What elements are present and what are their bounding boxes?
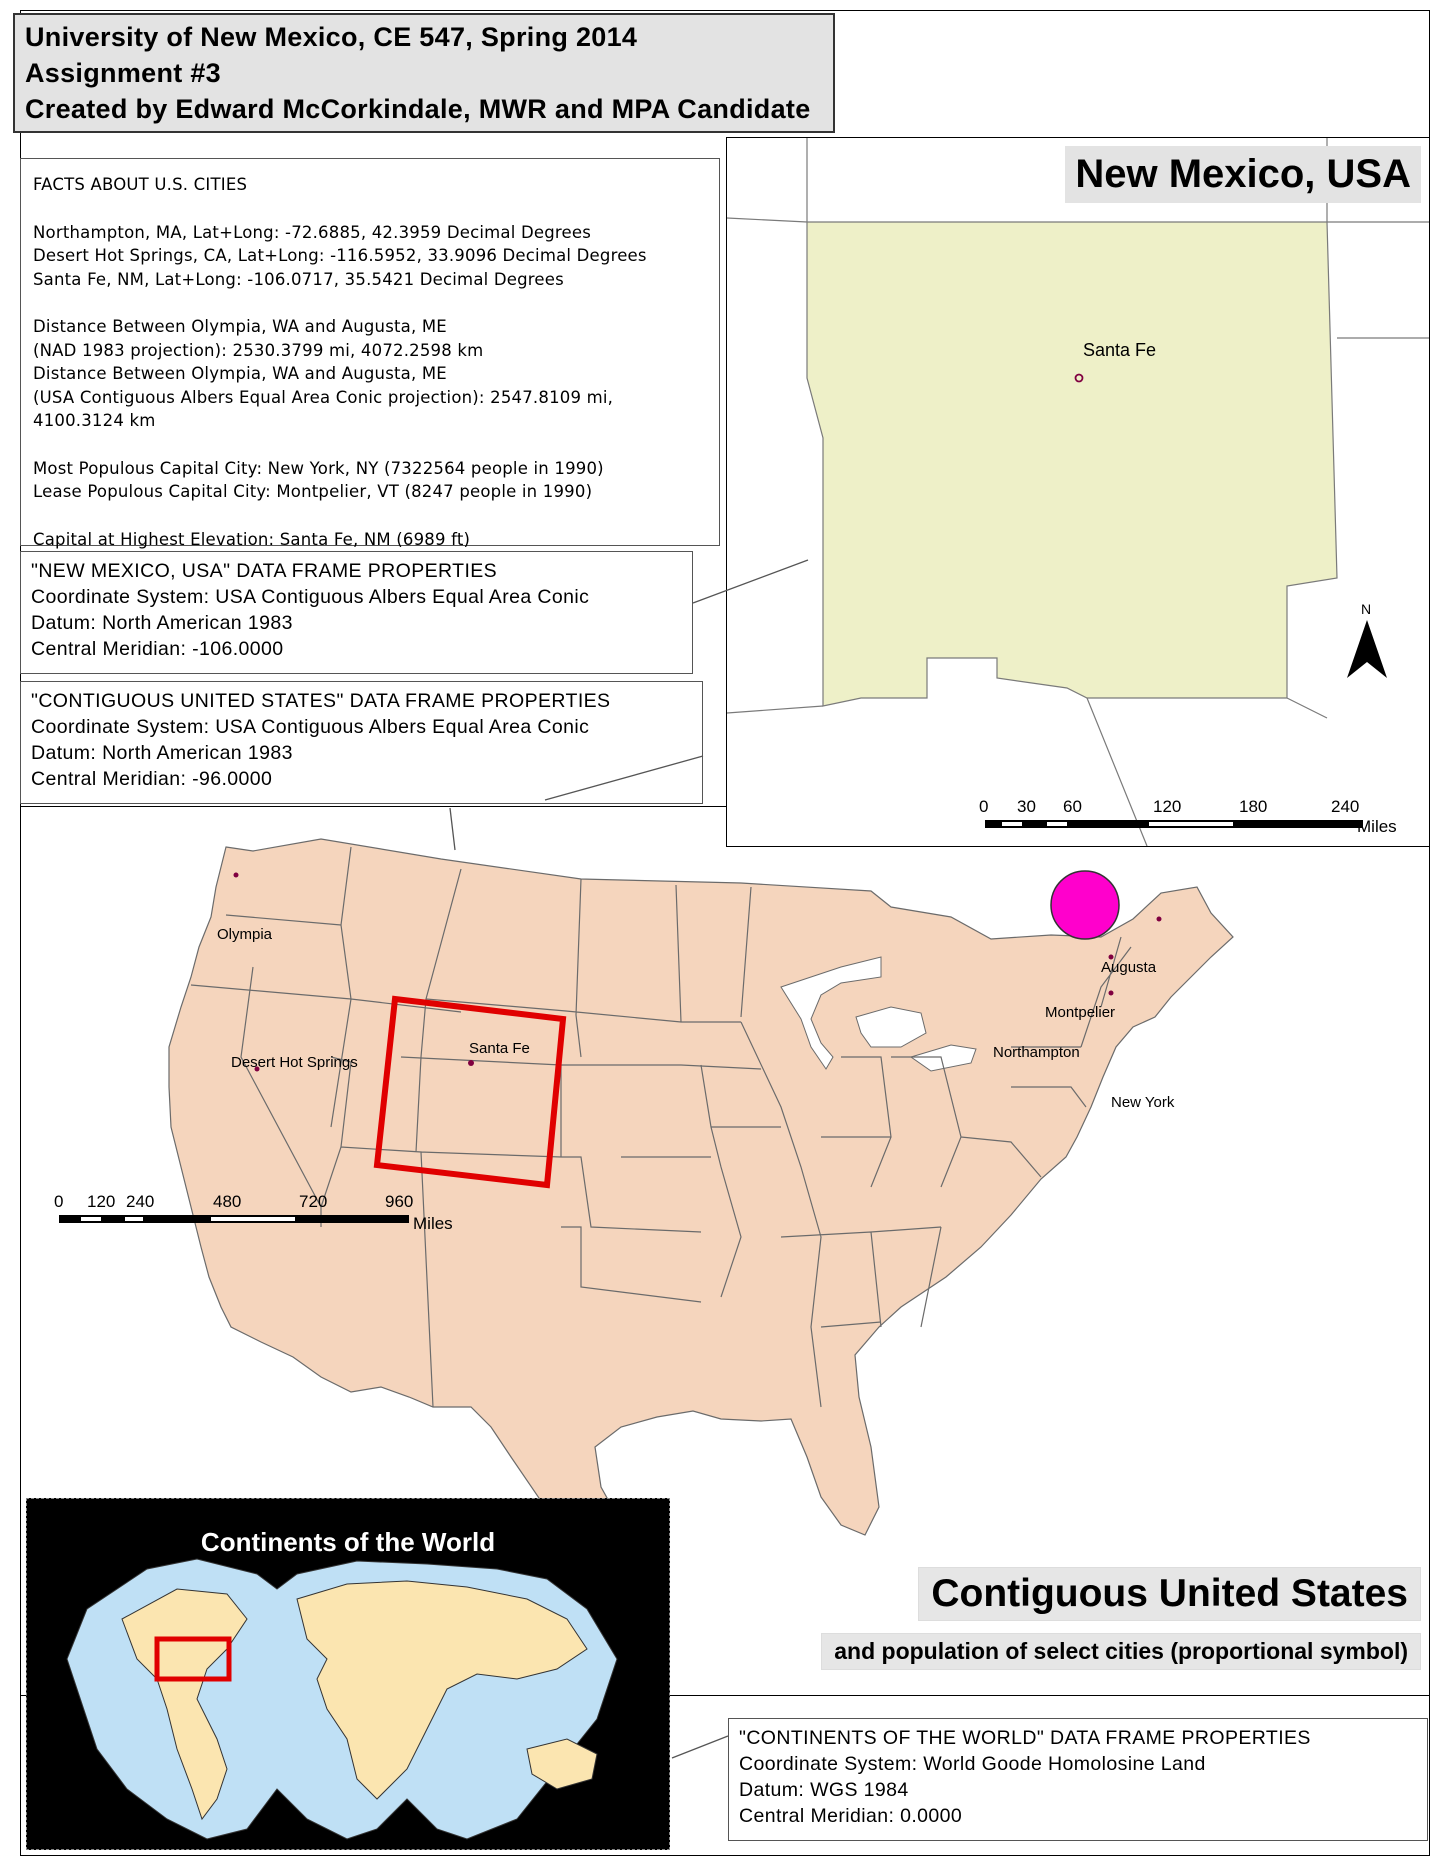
nm-props-meridian: Central Meridian: -106.0000 — [31, 638, 284, 660]
world-props-coord: Coordinate System: World Goode Homolosine Land — [739, 1753, 1206, 1775]
nm-props-datum: Datum: North American 1983 — [31, 612, 293, 634]
header-box — [13, 13, 835, 133]
distance-line-1: Distance Between Olympia, WA and Augusta, ME — [33, 317, 447, 336]
nm-scale-unit: Miles — [1357, 817, 1397, 836]
world-map — [27, 1499, 669, 1849]
header-line-1: University of New Mexico, CE 547, Spring 2014 — [25, 22, 638, 52]
us-map-subtitle: and population of select cities (proportional symbol) — [821, 1633, 1421, 1670]
nm-props-heading: "NEW MEXICO, USA" DATA FRAME PROPERTIES — [31, 560, 498, 582]
us-scale-480: 480 — [213, 1192, 242, 1211]
world-props-heading: "CONTINENTS OF THE WORLD" DATA FRAME PROPERTIES — [739, 1727, 1311, 1749]
north-arrow-letter: N — [1361, 601, 1372, 617]
least-populous: Lease Populous Capital City: Montpelier, VT (8247 people in 1990) — [33, 482, 593, 501]
nm-properties-box — [20, 551, 693, 674]
facts-elevation: Capital at Highest Elevation: Santa Fe, NM (6989 ft) — [33, 529, 471, 549]
world-properties-box — [728, 1718, 1428, 1841]
north-arrow — [1347, 601, 1387, 678]
label-new-york: New York — [1111, 1094, 1175, 1111]
nm-scale-30: 30 — [1017, 797, 1036, 816]
us-props-coord: Coordinate System: USA Contiguous Albers Equal Area Conic — [31, 716, 590, 738]
world-map-title: Continents of the World — [200, 1527, 496, 1557]
label-montpelier: Montpelier — [1045, 1004, 1116, 1021]
header-line-3: Created by Edward McCorkindale, MWR and MPA Candidate — [25, 94, 811, 124]
nm-scale-60: 60 — [1063, 797, 1082, 816]
nm-scale-120: 120 — [1153, 797, 1182, 816]
northampton-point — [1109, 991, 1114, 996]
nm-scale-0: 0 — [979, 797, 989, 816]
us-landmass — [169, 839, 1233, 1537]
us-props-heading: "CONTIGUOUS UNITED STATES" DATA FRAME PROPERTIES — [31, 690, 611, 712]
label-santa-fe: Santa Fe — [469, 1040, 530, 1057]
facts-coordinates — [33, 221, 707, 292]
nm-scale-180: 180 — [1239, 797, 1268, 816]
distance-line-4: (USA Contiguous Albers Equal Area Conic projection): 2547.8109 mi, — [33, 387, 614, 407]
us-scale-0: 0 — [54, 1192, 64, 1211]
coord-desert-hot-springs: Desert Hot Springs, CA, Lat+Long: -116.5952, 33.9096 Decimal Degrees — [33, 246, 647, 265]
us-scale-120: 120 — [87, 1192, 116, 1211]
us-scale-720: 720 — [299, 1192, 328, 1211]
us-properties-box — [20, 681, 703, 804]
santa-fe-point — [468, 1060, 474, 1066]
world-map-frame — [26, 1498, 670, 1850]
us-scale-240: 240 — [126, 1192, 155, 1211]
label-desert-hot-springs: Desert Hot Springs — [231, 1054, 358, 1071]
facts-box — [20, 158, 720, 549]
augusta-point — [1157, 917, 1162, 922]
nm-map — [727, 138, 1429, 846]
us-scale-unit: Miles — [413, 1214, 453, 1233]
nm-state-shape — [807, 222, 1337, 706]
facts-populous — [33, 457, 707, 504]
nm-map-frame — [726, 137, 1430, 847]
new-york-symbol — [1051, 871, 1119, 939]
olympia-point — [234, 873, 239, 878]
distance-line-5: 4100.3124 km — [33, 411, 156, 430]
coord-santa-fe: Santa Fe, NM, Lat+Long: -106.0717, 35.5421 Decimal Degrees — [33, 269, 564, 289]
label-olympia: Olympia — [217, 926, 273, 943]
us-props-datum: Datum: North American 1983 — [31, 742, 293, 764]
nm-scale-bar — [979, 797, 1397, 836]
facts-distances — [33, 315, 707, 433]
us-props-meridian: Central Meridian: -96.0000 — [31, 768, 273, 790]
nm-label-santa-fe: Santa Fe — [1083, 340, 1157, 360]
facts-heading: FACTS ABOUT U.S. CITIES — [33, 175, 248, 194]
label-northampton: Northampton — [993, 1044, 1080, 1061]
most-populous: Most Populous Capital City: New York, NY (7322564 people in 1990) — [33, 458, 604, 478]
label-augusta: Augusta — [1101, 959, 1157, 976]
world-props-meridian: Central Meridian: 0.0000 — [739, 1805, 963, 1827]
distance-line-2: (NAD 1983 projection): 2530.3799 mi, 4072.2598 km — [33, 340, 484, 360]
nm-scale-240: 240 — [1331, 797, 1360, 816]
world-props-datum: Datum: WGS 1984 — [739, 1779, 909, 1801]
header-line-2: Assignment #3 — [25, 58, 221, 88]
coord-northampton: Northampton, MA, Lat+Long: -72.6885, 42.3959 Decimal Degrees — [33, 222, 591, 242]
us-scale-960: 960 — [385, 1192, 414, 1211]
distance-line-3: Distance Between Olympia, WA and Augusta, ME — [33, 364, 447, 383]
us-map-title: Contiguous United States — [918, 1567, 1421, 1621]
nm-map-title: New Mexico, USA — [1065, 146, 1421, 203]
nm-props-coord: Coordinate System: USA Contiguous Albers Equal Area Conic — [31, 586, 590, 608]
